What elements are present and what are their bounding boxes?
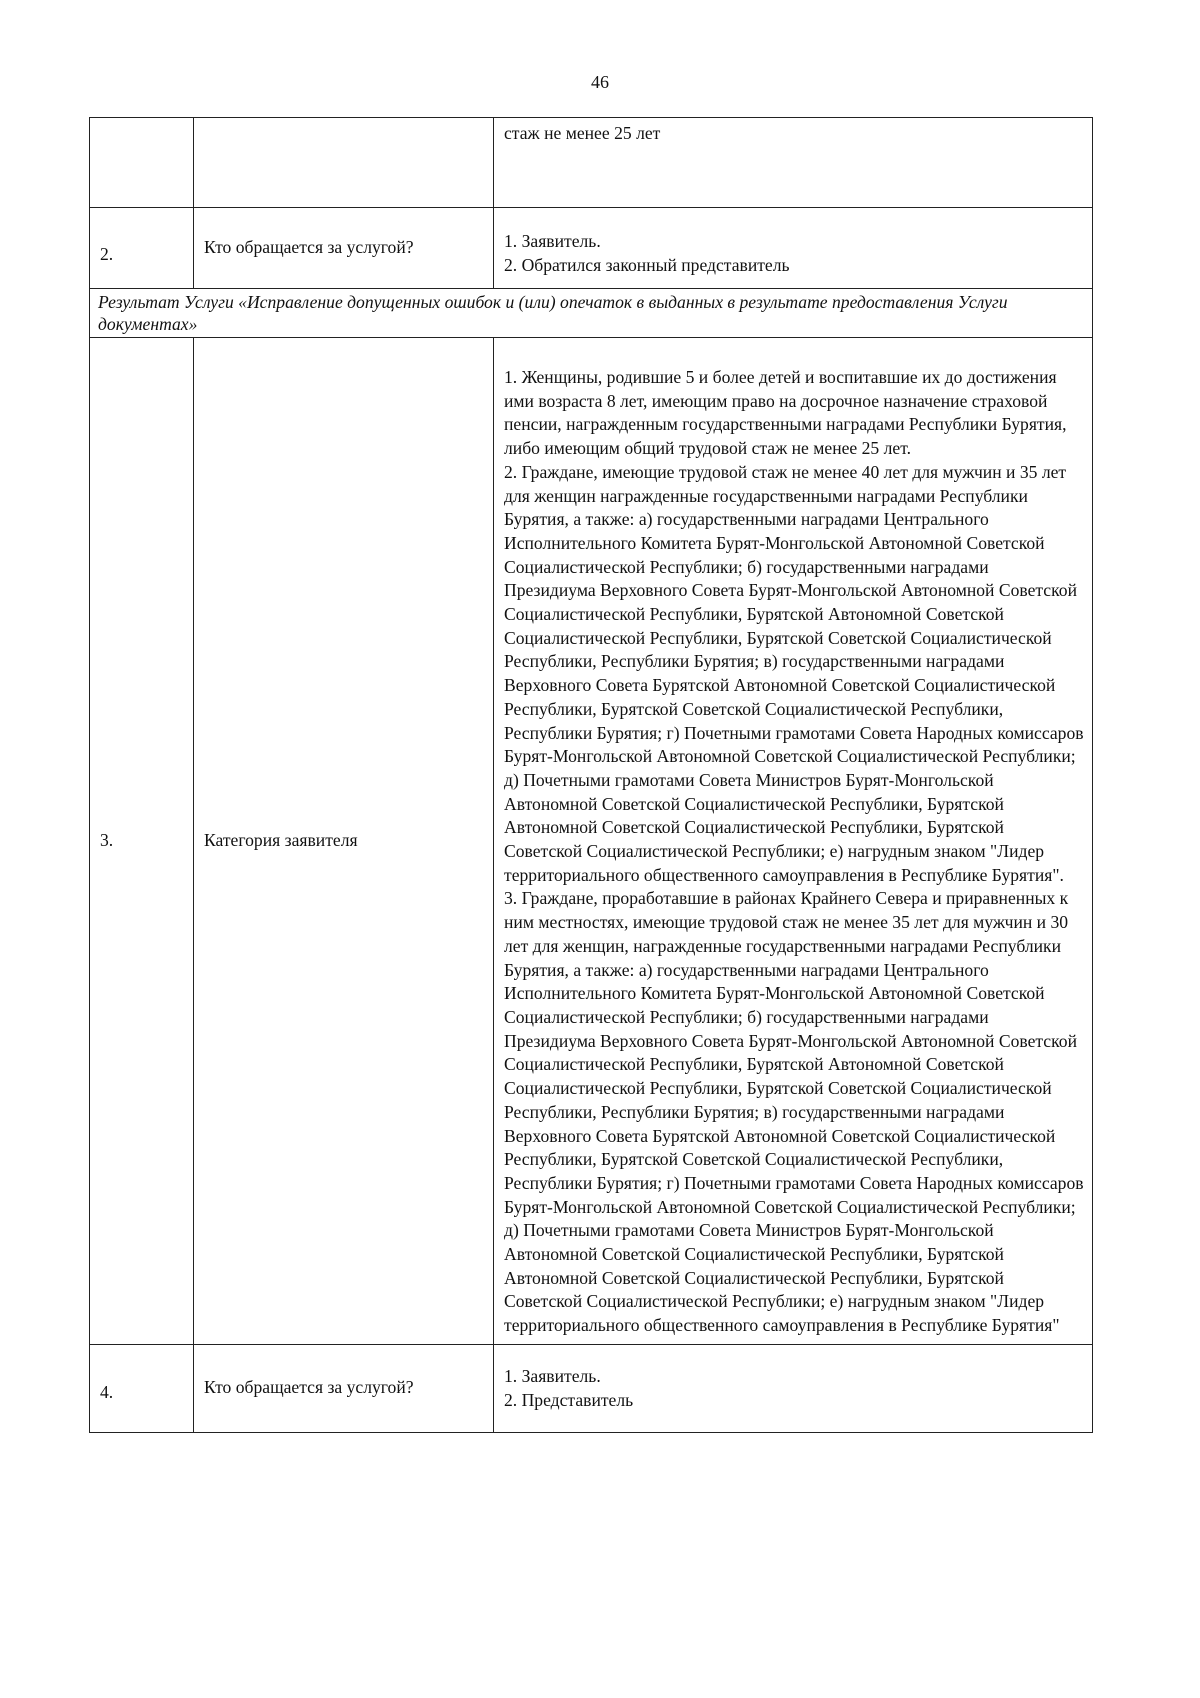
row-number-cell xyxy=(90,118,194,208)
answer-cell xyxy=(494,208,1093,289)
category-item-2: 2. Граждане, имеющие трудовой стаж не менее 40 лет для мужчин и 35 лет для женщин награжденные государственными наградами Республики Бурятия, а также: а) государственными наградами Центрального Исполнительного Комитета Бурят-Монгольской Автономной Советской Социалистической Республики; б) государственными наградами Президиума Верховного Совета Бурят-Монгольской Автономной Советской Социалистической Республики, Бурятской Автономной Советской Социалистической Республики, Бурятской Советской Социалистической Республики, Республики Бурятия; в) государственными наградами Верховного Совета Бурятской Автономной Советской Социалистической Республики, Бурятской Советской Социалистической Республики, Республики Бурятия; г) Почетными грамотами Совета Народных комиссаров Бурят-Монгольской Автономной Советской Социалистической Республики; д) Почетными грамотами Совета Министров Бурят-Монгольской Автономной Советской Социалистической Республики, Бурятской Автономной Советской Социалистической Республики, Бурятской Советской Социалистической Республики; е) нагрудным знаком "Лидер территориального общественного самоуправления в Республике Бурятия". xyxy=(504,461,1084,885)
answer-text: стаж не менее 25 лет xyxy=(504,123,661,143)
document-table xyxy=(89,117,1093,1433)
answer-cell xyxy=(494,118,1093,208)
category-item-1: 1. Женщины, родившие 5 и более детей и воспитавшие их до достижения ими возраста 8 лет, имеющим право на досрочное назначение страховой пенсии, награжденным государственными наградами Республики Бурятия, либо имеющим общий трудовой стаж не менее 25 лет. xyxy=(504,367,1067,459)
result-title-cell xyxy=(90,289,1093,338)
category-item-3: 3. Граждане, проработавшие в районах Крайнего Севера и приравненных к ним местностях, имеющие трудовой стаж не менее 35 лет для мужчин и 30 лет для женщин, награжденные государственными наградами Республики Бурятия, а также: а) государственными наградами Центрального Исполнительного Комитета Бурят-Монгольской Автономной Советской Социалистической Республики; б) государственными наградами Президиума Верховного Совета Бурят-Монгольской Автономной Советской Социалистической Республики, Бурятской Автономной Советской Социалистической Республики, Бурятской Советской Социалистической Республики, Республики Бурятия; в) государственными наградами Верховного Совета Бурятской Автономной Советской Социалистической Республики, Бурятской Советской Социалистической Республики, Республики Бурятия; г) Почетными грамотами Совета Народных комиссаров Бурят-Монгольской Автономной Советской Социалистической Республики; д) Почетными грамотами Совета Министров Бурят-Монгольской Автономной Советской Социалистической Республики, Бурятской Автономной Советской Социалистической Республики, Бурятской Советской Социалистической Республики; е) нагрудным знаком "Лидер территориального общественного самоуправления в Республике Бурятия" xyxy=(504,888,1084,1336)
question-cell xyxy=(194,118,494,208)
answer-line-1: 1. Заявитель. xyxy=(504,231,601,251)
table-row-3 xyxy=(90,338,1093,1345)
answer-line-2: 2. Представитель xyxy=(504,1389,634,1410)
question-cell: Кто обращается за услугой? xyxy=(194,1344,494,1432)
result-section-row xyxy=(90,289,1093,338)
page-number: 46 xyxy=(591,72,609,92)
row-number-cell: 3. xyxy=(90,338,194,1345)
question-cell: Категория заявителя xyxy=(194,338,494,1345)
table-row-continuation xyxy=(90,118,1093,208)
result-title: Результат Услуги «Исправление допущенных ошибок и (или) опечаток в выданных в результате предоставления Услуги документах» xyxy=(98,292,1008,334)
row-number-cell: 4. xyxy=(90,1344,194,1432)
row-number-cell: 2. xyxy=(90,208,194,289)
answer-line-2: 2. Обратился законный представитель xyxy=(504,254,790,275)
category-list-cell xyxy=(494,338,1093,1345)
question-cell: Кто обращается за услугой? xyxy=(194,208,494,289)
table-row-4 xyxy=(90,1344,1093,1432)
answer-cell xyxy=(494,1344,1093,1432)
answer-line-1: 1. Заявитель. xyxy=(504,1365,601,1386)
table-row-2 xyxy=(90,208,1093,289)
